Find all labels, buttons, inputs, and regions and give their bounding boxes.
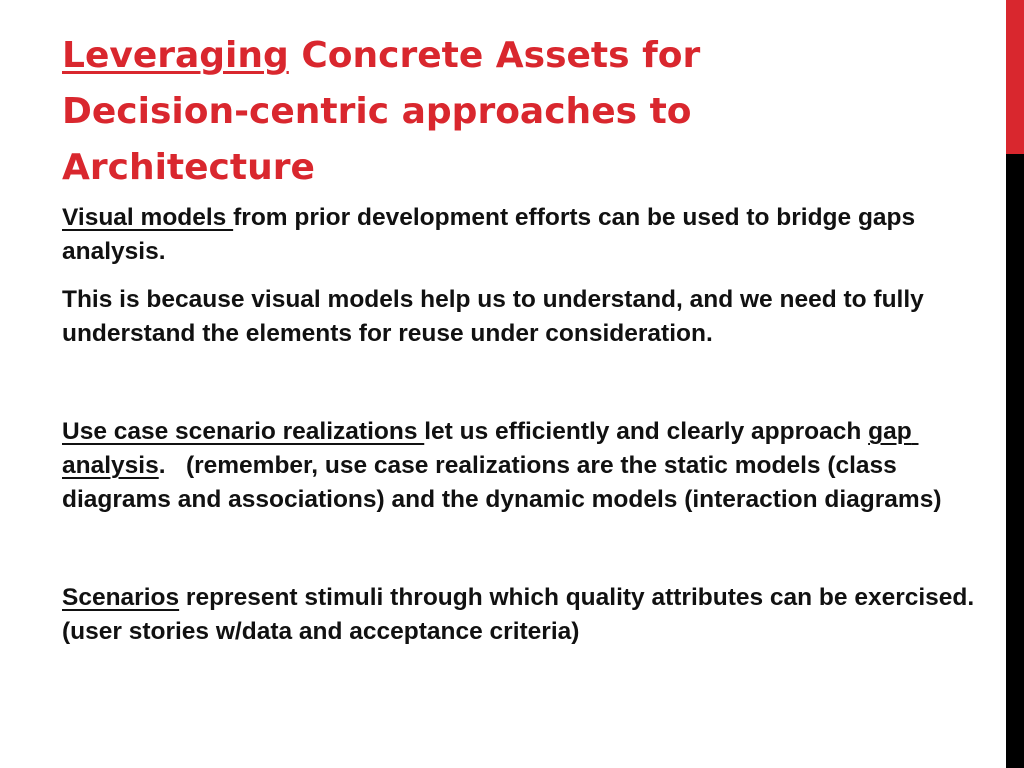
term-use-case-scenario-realizations: Use case scenario realizations — [62, 418, 425, 445]
paragraph-text: . (remember, use case realizations are the static models (class diagrams and associations) and the dynamic models (interaction diagrams) — [62, 452, 942, 513]
title-line-2: Decision-centric approaches to — [62, 91, 692, 132]
accent-bar-black — [1006, 154, 1024, 768]
paragraph-use-case-realizations — [62, 415, 992, 517]
slide-body — [62, 201, 992, 649]
title-underlined-word: Leveraging — [62, 35, 289, 76]
term-gap-analysis: gap analysis — [62, 418, 919, 479]
paragraph-scenarios — [62, 581, 992, 649]
title-part: Concrete Assets for — [288, 35, 701, 76]
term-visual-models: Visual models — [62, 204, 234, 231]
paragraph-text: from prior development efforts can be used to bridge gaps analysis. — [62, 204, 922, 265]
accent-bar-red — [1006, 0, 1024, 154]
paragraph-text: This is because visual models help us to understand, and we need to fully understand the elements for reuse under consideration. — [62, 286, 931, 347]
paragraph-text: represent stimuli through which quality attributes can be exercised. (user stories w/data and acceptance criteria) — [62, 584, 988, 645]
title-line-3: Architecture — [62, 147, 315, 188]
slide-title — [62, 28, 962, 196]
paragraph-visual-models — [62, 201, 992, 269]
paragraph-text: let us efficiently and clearly approach — [424, 418, 869, 445]
term-scenarios: Scenarios — [62, 584, 180, 611]
paragraph-understanding — [62, 283, 992, 351]
